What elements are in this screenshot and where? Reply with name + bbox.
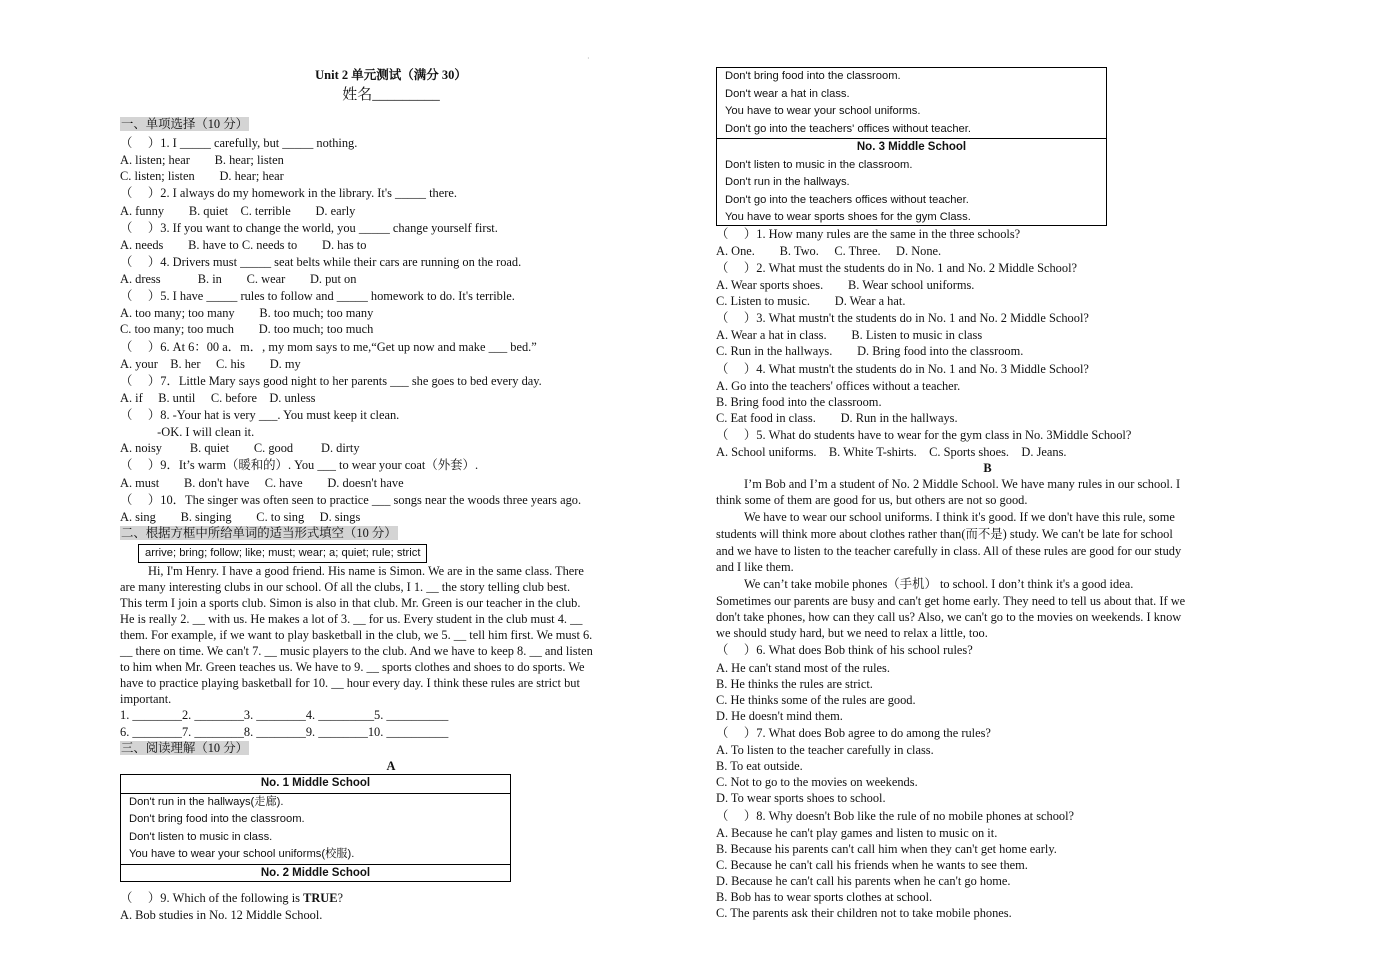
word-box: arrive; bring; follow; like; must; wear; a; quiet; rule; strict bbox=[138, 544, 427, 563]
question-line: A. Wear sports shoes. B. Wear school uniforms. bbox=[716, 278, 975, 292]
question-line: C. Run in the hallways. D. Bring food into the classroom. bbox=[716, 344, 1024, 358]
passage-a-label: A bbox=[386, 759, 396, 773]
question-9: （ ）9. Which of the following is TRUE? bbox=[120, 891, 344, 905]
cloze-line: have to practice playing basketball for 10. __ hour every day. I think these rules are strict but bbox=[120, 676, 580, 690]
question-line: A. must B. don't have C. have D. doesn't have bbox=[120, 476, 404, 490]
question-line: A. listen; hear B. hear; listen bbox=[120, 153, 284, 167]
cloze-line: Hi, I'm Henry. I have a good friend. His name is Simon. We are in the same class. There bbox=[148, 564, 584, 578]
question-line: （ ）10．The singer was often seen to practice ___ songs near the woods three years ago. bbox=[120, 493, 582, 507]
question-line: （ ）1. How many rules are the same in the three schools? bbox=[716, 227, 1021, 241]
cloze-line: __ there on time. We can't 7. __ music players to the club. And we have to keep 8. __ and listen bbox=[120, 644, 593, 658]
cloze-line: important. bbox=[120, 692, 172, 706]
cloze-line: them. For example, if we want to play basketball in the club, we 5. __ tell him first. We must 6. bbox=[120, 628, 593, 642]
question-line: （ ）7. What does Bob agree to do among the rules? bbox=[716, 726, 991, 740]
part3-heading: 三、阅读理解（10 分） bbox=[121, 741, 249, 755]
question-line: （ ）2. I always do my homework in the library. It's _____ there. bbox=[120, 186, 457, 200]
question-line: A. Wear a hat in class. B. Listen to music in class bbox=[716, 328, 983, 342]
school1-rule: Don't bring food into the classroom. bbox=[129, 813, 305, 825]
question-line: （ ）9．It’s warm（暖和的）. You ___ to wear your coat（外套）. bbox=[120, 458, 479, 472]
question-line: （ ）4. What mustn't the students do in No. 1 and No. 3 Middle School? bbox=[716, 362, 1089, 376]
question-line: A. Go into the teachers' offices without a teacher. bbox=[716, 379, 961, 393]
question-line: B. Bob has to wear sports clothes at school. bbox=[716, 890, 933, 904]
passage-line: students will think more about clothes rather than(而不是) study. We can't be late for school bbox=[716, 527, 1173, 541]
school1-rule: Don't run in the hallways(走廊). bbox=[129, 795, 284, 808]
question-line: A. School uniforms. B. White T-shirts. C. Sports shoes. D. Jeans. bbox=[716, 445, 1067, 459]
passage-line: don't take phones, how can they call us? Also, we can't go to the movies on weekends. I know bbox=[716, 610, 1182, 624]
school2-rules bbox=[717, 68, 1106, 138]
question-line: C. Not to go to the movies on weekends. bbox=[716, 775, 918, 789]
question-line: （ ）5. I have _____ rules to follow and _____ homework to do. It's terrible. bbox=[120, 289, 515, 303]
school3-rule: You have to wear sports shoes for the gym Class. bbox=[725, 211, 971, 223]
school3-rule: Don't run in the hallways. bbox=[725, 176, 850, 188]
passage-line: and I like them. bbox=[716, 560, 794, 574]
question-line: A. dress B. in C. wear D. put on bbox=[120, 272, 357, 286]
question-line: （ ）4. Drivers must _____ seat belts while their cars are running on the road. bbox=[120, 255, 522, 269]
question-line: （ ）3. If you want to change the world, you _____ change yourself first. bbox=[120, 221, 498, 235]
question-line: A. He can't stand most of the rules. bbox=[716, 661, 890, 675]
question-line: （ ）8. Why doesn't Bob like the rule of no mobile phones at school? bbox=[716, 809, 1075, 823]
school2-rule: Don't go into the teachers' offices without teacher. bbox=[725, 122, 971, 135]
question-line: A. needs B. have to C. needs to D. has to bbox=[120, 238, 367, 252]
name-field-label: 姓名_________ bbox=[342, 87, 440, 103]
question-line: A. if B. until C. before D. unless bbox=[120, 391, 316, 405]
school-rules-table-1 bbox=[120, 774, 511, 882]
question-line: A. One. B. Two. C. Three. D. None. bbox=[716, 244, 942, 258]
question-line: B. To eat outside. bbox=[716, 759, 803, 773]
question-line: A. sing B. singing C. to sing D. sings bbox=[120, 510, 361, 524]
question-line: C. He thinks some of the rules are good. bbox=[716, 693, 916, 707]
question-line: C. Listen to music. D. Wear a hat. bbox=[716, 294, 906, 308]
cloze-line: are many interesting clubs in our school. Of all the clubs, I 1. __ the story telling club best. bbox=[120, 580, 571, 594]
school1-title: No. 1 Middle School bbox=[260, 777, 371, 789]
school3-rules bbox=[717, 157, 1106, 227]
question-line: A. Because he can't play games and listen to music on it. bbox=[716, 826, 998, 840]
school2-rule: You have to wear your school uniforms. bbox=[725, 105, 921, 117]
question-line: D. He doesn't mind them. bbox=[716, 709, 843, 723]
passage-line: We have to wear our school uniforms. I think it's good. If we don't have this rule, some bbox=[744, 510, 1175, 524]
part2-heading: 二、根据方框中所给单词的适当形式填空（10 分） bbox=[121, 526, 397, 540]
question-line: （ ）7．Little Mary says good night to her parents ___ she goes to bed every day. bbox=[120, 374, 542, 388]
school2-rule: Don't wear a hat in class. bbox=[725, 87, 850, 100]
question-line: C. The parents ask their children not to take mobile phones. bbox=[716, 906, 1012, 920]
question-line: B. He thinks the rules are strict. bbox=[716, 677, 873, 691]
question-line: B. Bring food into the classroom. bbox=[716, 395, 882, 409]
question-line: A. To listen to the teacher carefully in class. bbox=[716, 743, 934, 757]
question-line: -OK. I will clean it. bbox=[120, 425, 255, 439]
question-line: A. funny B. quiet C. terrible D. early bbox=[120, 204, 356, 218]
passage-line: Sometimes our parents are busy and can't get home early. They need to tell us about that. If we bbox=[716, 594, 1186, 608]
cloze-line: This term I join a sports club. Simon is also in that club. Mr. Green is our teacher in the club. bbox=[120, 596, 581, 610]
question-line: （ ）6. What does Bob think of his school rules? bbox=[716, 643, 973, 657]
school3-rule: Don't listen to music in the classroom. bbox=[725, 158, 913, 171]
answer-line: 1. ________2. ________3. ________4. _________5. __________ bbox=[120, 708, 449, 722]
question-line: （ ）6. At 6：00 a．m．, my mom says to me,“Get up now and make ___ bed.” bbox=[120, 340, 537, 354]
question-line: B. Because his parents can't call him when they can't get home early. bbox=[716, 842, 1057, 856]
question-line: A. too many; too many B. too much; too many bbox=[120, 306, 374, 320]
school1-rule: Don't listen to music in class. bbox=[129, 830, 273, 843]
cloze-line: He is really 2. __ with us. He makes a lot of 3. __ for us. Every student in the club must 4. __ bbox=[120, 612, 583, 626]
school1-rule: You have to wear your school uniforms(校服). bbox=[129, 848, 355, 860]
question-line: A. noisy B. quiet C. good D. dirty bbox=[120, 441, 360, 455]
question-line: （ ）3. What mustn't the students do in No. 1 and No. 2 Middle School? bbox=[716, 311, 1089, 325]
question-9-option-a: A. Bob studies in No. 12 Middle School. bbox=[120, 908, 323, 922]
school-rules-table-2 bbox=[716, 67, 1107, 226]
question-line: D. To wear sports shoes to school. bbox=[716, 791, 886, 805]
question-line: （ ）1. I _____ carefully, but _____ nothing. bbox=[120, 136, 358, 150]
passage-line: We can’t take mobile phones（手机） to school. I don’t think it's a good idea. bbox=[744, 577, 1134, 591]
passage-line: I’m Bob and I’m a student of No. 2 Middle School. We have many rules in our school. I bbox=[744, 477, 1181, 491]
question-line: C. listen; listen D. hear; hear bbox=[120, 169, 284, 183]
school2-rule: Don't bring food into the classroom. bbox=[725, 70, 901, 82]
cloze-line: to him when Mr. Green teaches us. We have to 9. __ sports clothes and shoes to do sports. We bbox=[120, 660, 585, 674]
passage-line: we should study hard, but we need to relax a little, too. bbox=[716, 626, 988, 640]
school3-rule: Don't go into the teachers offices without teacher. bbox=[725, 193, 969, 206]
question-line: C. Because he can't call his friends when he wants to see them. bbox=[716, 858, 1028, 872]
passage-line: think some of them are good for us, but others are not so good. bbox=[716, 493, 1028, 507]
question-line: （ ）2. What must the students do in No. 1 and No. 2 Middle School? bbox=[716, 261, 1078, 275]
question-line: A. your B. her C. his D. my bbox=[120, 357, 301, 371]
passage-b-label: B bbox=[983, 461, 992, 475]
page-mark: · bbox=[587, 54, 590, 63]
part1-heading: 一、单项选择（10 分） bbox=[121, 117, 249, 131]
school3-title: No. 3 Middle School bbox=[856, 141, 967, 153]
question-line: C. too many; too much D. too much; too much bbox=[120, 322, 374, 336]
school1-rules bbox=[121, 794, 510, 864]
school2-title: No. 2 Middle School bbox=[260, 866, 371, 879]
question-line: （ ）5. What do students have to wear for the gym class in No. 3Middle School? bbox=[716, 428, 1132, 442]
question-line: D. Because he can't call his parents when he can't go home. bbox=[716, 874, 1011, 888]
question-line: C. Eat food in class. D. Run in the hallways. bbox=[716, 411, 958, 425]
question-line: （ ）8. -Your hat is very ___. You must keep it clean. bbox=[120, 408, 400, 422]
test-title: Unit 2 单元测试（满分 30） bbox=[315, 68, 467, 82]
passage-line: and we have to listen to the teacher carefully in class. All of these rules are good for our study bbox=[716, 544, 1182, 558]
answer-line: 6. ________7. ________8. ________9. ________10. __________ bbox=[120, 725, 449, 739]
